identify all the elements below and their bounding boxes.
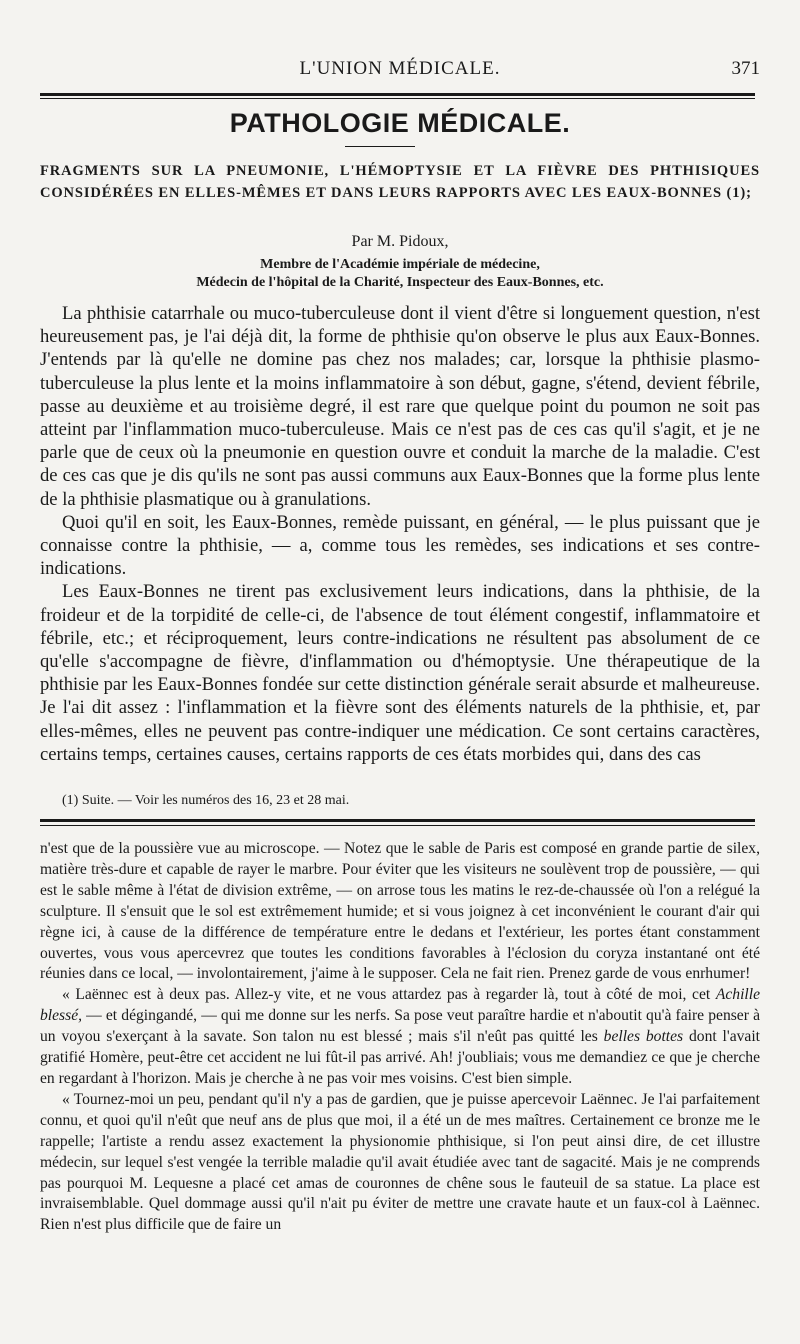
page-number: 371 (731, 58, 760, 79)
italic-phrase: belles bottes (603, 1028, 684, 1046)
feuilleton-paragraph: « Tournez-moi un peu, pendant qu'il n'y a pas de gardien, que je puisse apercevoir Laënnec. Je l'ai parfaitement connu, et quoi qu'il n'eût que neuf ans de plus que moi, il a été un de mes maîtres. Certainement ce bronze me le rappelle; l'artiste a rendu assez exactement la physionomie phthisique, si l'on peut ainsi dire, de cet illustre médecin, sur lequel s'est vengée la terrible maladie qu'il avait étudiée avec tant de sagacité. Mais je ne comprends pas pourquoi M. Lequesne a placé cet amas de couronnes de chêne sous le fauteuil de sa statue. La place est invraisemblable. Quel dommage aussi qu'il n'ait pu éviter de mettre une cravate haute et un faux-col à Laënnec. Rien n'est plus difficile que de faire un (40, 1090, 760, 1234)
feuilleton-paragraph: « Laënnec est à deux pas. Allez-y vite, et ne vous attardez pas à regarder là, tout à côté de moi, cet Achille blessé, — et dégingandé, — qui me donne sur les nerfs. Sa pose veut paraître hardie et n'aboutit qu'à faire penser à un voyou s'exerçant à la savate. Son talon nu est blessé ; mais s'il n'eût pas quitté les belles bottes dont l'avait gratifié Homère, peut-être cet accident ne lui fût-il pas arrivé. Ah! j'oubliais; vous me demandiez ce que je cherche en regardant à l'horizon. Mais je cherche à ne pas voir mes voisins. C'est bien simple. (40, 986, 761, 1087)
article-body (40, 302, 760, 766)
header-rule-thin (40, 98, 755, 99)
feuilleton-rule (40, 819, 755, 822)
article-title: FRAGMENTS SUR LA PNEUMONIE, L'HÉMOPTYSIE ET LA FIÈVRE DES PHTHISIQUES CONSIDÉRÉES EN ELLES-MÊMES ET DANS LEURS RAPPORTS AVEC LES EAUX-BONNES (1); (40, 163, 760, 201)
author-affiliation-1: Membre de l'Académie impériale de médecine, (260, 257, 540, 272)
author-affiliation-2: Médecin de l'hôpital de la Charité, Inspecteur des Eaux-Bonnes, etc. (196, 275, 604, 290)
header-rule (40, 93, 755, 96)
article-paragraph: Les Eaux-Bonnes ne tirent pas exclusivement leurs indications, dans la phthisie, de la froideur et de la torpidité de celle-ci, de l'absence de tout élément congestif, inflammatoire et fébrile, etc.; et réciproquement, leurs contre-indications ne résultent pas absolument de ce qu'elle s'accompagne de fièvre, d'inflammation ou d'hémoptysie. Une thérapeutique de la phthisie par les Eaux-Bonnes fondée sur cette distinction générale serait absurde et malheureuse. Je l'ai dit assez : l'inflammation et la fièvre sont des éléments naturels de la phthisie, et, par elles-mêmes, elles ne peuvent pas contre-indiquer une médication. Ce sont certains caractères, certains temps, certaines causes, certains rapports de ces états morbides qui, dans des cas (40, 581, 760, 765)
running-head (40, 58, 760, 88)
title-divider (345, 146, 415, 147)
running-title: L'UNION MÉDICALE. (299, 58, 501, 79)
article-paragraph: Quoi qu'il en soit, les Eaux-Bonnes, remède puissant, en général, — le plus puissant que je connaisse contre la phthisie, — a, comme tous les remèdes, ses indications et ses contre-indications. (40, 511, 760, 580)
footnote: (1) Suite. — Voir les numéros des 16, 23 et 28 mai. (62, 793, 350, 808)
byline: Par M. Pidoux, (351, 233, 449, 250)
feuilleton (40, 839, 760, 1236)
section-title: PATHOLOGIE MÉDICALE. (229, 108, 571, 138)
feuilleton-paragraph: n'est que de la poussière vue au microscope. — Notez que le sable de Paris est composé en grande partie de silex, matière très-dure et capable de rayer le marbre. Pour éviter que les visiteurs ne soulèvent trop de poussière, — qui est le sable même à l'état de division extrême, — on arrose tous les matins le rez-de-chaussée où l'on a relégué la sculpture. Il s'ensuit que le sol est extrêmement humide; et si vous joignez à cet inconvénient le courant d'air qui règne ici, à cause de la différence de température entre le dedans et l'extérieur, les portes étant constamment ouvertes, vous vous apercevrez que toutes les conditions favorables à l'éclosion du coryza instantané ont été réunies dans ce local, — involontairement, j'aime à le supposer. Cela ne fait rien. Prenez garde de vous enrhumer! (40, 840, 760, 983)
italic-phrase: Achille blessé, (40, 986, 760, 1025)
article-paragraph: La phthisie catarrhale ou muco-tuberculeuse dont il vient d'être si longuement question, n'est heureusement pas, je l'ai déjà dit, la forme de phthisie qu'on observe le plus aux Eaux-Bonnes. J'entends par là qu'elle ne domine pas chez nos malades; car, lorsque la phthisie plasmo-tuberculeuse la plus lente et la moins inflammatoire à son début, gagne, s'étend, devient fébrile, passe au deuxième et au troisième degré, il est rare que quelque point du poumon ne soit pas atteint par l'inflammation muco-tuberculeuse. Mais ce n'est pas de ces cas qu'il s'agit, et je ne parle que de ceux où la pneumonie en question ouvre et conduit la marche de la maladie. C'est de ces cas que je dis qu'ils ne sont pas aussi communs aux Eaux-Bonnes que la forme plus lente de la phthisie plasmatique ou à granulations. (40, 303, 760, 510)
feuilleton-rule-thin (40, 825, 755, 826)
